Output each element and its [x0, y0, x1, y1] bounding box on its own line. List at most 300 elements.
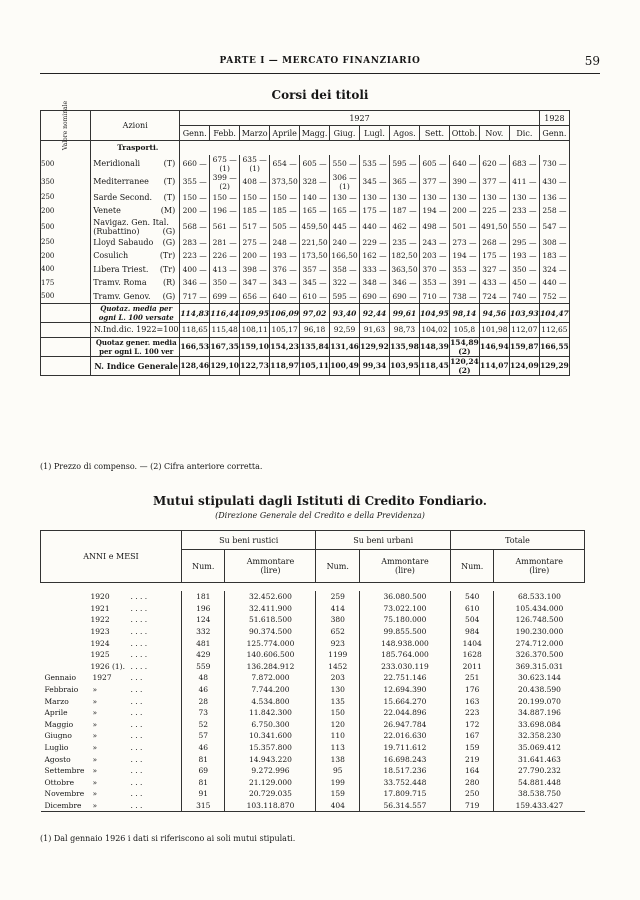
price-value: 391 — [452, 278, 477, 288]
price-cell [330, 204, 360, 218]
table2-title: Mutui stipulati dagli Istituti di Credito Fondiario. [153, 494, 487, 508]
ammontare-urbani: 18.517.236 [359, 765, 450, 777]
price-cell [419, 263, 449, 277]
price-value: 355 — [182, 177, 207, 186]
price-value: 605 — [302, 159, 327, 168]
num-rustici: 196 [182, 603, 225, 615]
month-label: Ottobre [44, 777, 75, 787]
ammontare-rustici: 9.272.996 [225, 765, 316, 777]
stock-city: (T) [163, 177, 176, 186]
ammontare-rustici: 90.374.500 [225, 626, 316, 638]
year-row [41, 661, 585, 673]
price-value: 390 — [452, 177, 477, 186]
price-cell [419, 155, 449, 173]
price-cell [270, 249, 300, 263]
table1-title: Corsi dei titoli [271, 88, 369, 102]
price-value: 350 — [512, 264, 537, 274]
stock-row [41, 218, 570, 236]
ammontare-totale: 126.748.500 [515, 615, 564, 625]
price-footnote: (2) [219, 181, 230, 191]
price-value: 346 — [392, 278, 417, 288]
col-num-totale: Num. [450, 550, 493, 583]
price-value: 595 — [332, 291, 357, 301]
price-value: 130 — [452, 192, 477, 202]
leader-dots: . . . . [130, 615, 148, 625]
quotaz-generale-row-value-cell [240, 337, 270, 356]
price-value: 353 — [422, 278, 447, 288]
ammontare-totale: 20.438.590 [518, 685, 561, 695]
price-value: 683 — [512, 159, 537, 168]
price-value: 226 — [212, 251, 237, 261]
month-label: Novembre [44, 789, 85, 799]
ammontare-urbani: 75.180.000 [359, 614, 450, 626]
numero-indice-row-value: 112,07 [511, 325, 538, 335]
num-urbani: 110 [316, 730, 359, 742]
price-value: 550 — [332, 159, 357, 168]
price-cell [270, 276, 300, 290]
quotaz-generale-row-value: 166,53 [180, 342, 210, 351]
stock-name-cell [91, 236, 180, 250]
leader-dots: . . . . [130, 661, 148, 671]
price-cell [539, 173, 569, 191]
ammontare-totale: 190.230.000 [515, 627, 564, 637]
year-cell [41, 637, 182, 649]
num-totale: 164 [450, 765, 493, 777]
month-year: » [92, 719, 98, 729]
price-value: 275 — [242, 237, 267, 247]
stock-row [41, 263, 570, 277]
num-urbani: 652 [316, 626, 359, 638]
quotaz-generale-row-label-1: Quotaz gener. media [95, 337, 177, 347]
quotaz-generale-row-label [91, 337, 180, 356]
price-cell [240, 249, 270, 263]
valore-nominale: 250 [41, 236, 91, 250]
num-totale: 1404 [450, 637, 493, 649]
month-year: » [92, 754, 98, 764]
month-header: Magg. [300, 126, 330, 141]
quotaz-media-row-value-cell [270, 304, 300, 323]
price-value: 740 — [512, 291, 537, 301]
price-cell [210, 249, 240, 263]
ammontare-rustici: 32.411.900 [225, 603, 316, 615]
ammontare-urbani: 185.764.000 [359, 649, 450, 661]
indice-generale-row-value-cell [449, 356, 479, 375]
numero-indice-row-value: 96,18 [303, 325, 326, 335]
price-cell [300, 276, 330, 290]
price-value: 635 — [242, 154, 267, 164]
quotaz-media-row-value: 106,09 [270, 308, 299, 318]
stock-row [41, 191, 570, 205]
num-rustici: 69 [182, 765, 225, 777]
num-totale: 176 [450, 684, 493, 696]
indice-generale-row-value-cell [210, 356, 240, 375]
quotaz-generale-row-value: 135,84 [300, 342, 329, 351]
price-cell [360, 173, 390, 191]
indice-generale-row-value: 103,95 [390, 361, 419, 370]
price-value: 150 — [212, 192, 237, 202]
price-cell [240, 236, 270, 250]
year-cell [41, 661, 182, 673]
price-value: 547 — [542, 222, 567, 231]
table1-note: (1) Prezzo di compenso. — (2) Cifra anteriore corretta. [40, 462, 263, 471]
indice-generale-row-value: 118,97 [270, 361, 299, 370]
quotaz-media-row-value: 103,93 [510, 308, 539, 318]
price-value: 295 — [512, 237, 537, 247]
ammontare-rustici: 6.750.300 [225, 719, 316, 731]
quotaz-media-row-value: 109,95 [240, 308, 269, 318]
price-value: 433 — [482, 278, 507, 288]
price-value: 373,50 [271, 177, 298, 186]
price-cell [539, 236, 569, 250]
num-totale: 610 [450, 603, 493, 615]
month-year: » [92, 766, 98, 776]
quotaz-generale-row-value: 131,46 [330, 342, 359, 351]
numero-indice-row-value: 92,59 [333, 325, 356, 335]
price-value: 268 — [482, 237, 507, 247]
price-cell [479, 249, 509, 263]
num-urbani: 150 [316, 707, 359, 719]
quotaz-generale-row-value-cell [509, 337, 539, 356]
col-ammontare-totale: Ammontare (lire) [494, 550, 585, 583]
price-value: 430 — [542, 177, 567, 186]
price-cell [419, 236, 449, 250]
leader-dots: . . . . [130, 638, 148, 648]
price-cell [509, 249, 539, 263]
quotaz-media-row-value: 94,56 [482, 308, 507, 318]
price-cell [180, 249, 210, 263]
price-cell [210, 276, 240, 290]
price-value: 343 — [272, 278, 297, 288]
stock-row [41, 249, 570, 263]
price-value: 345 — [362, 177, 387, 186]
price-value: 440 — [542, 278, 567, 288]
price-value: 130 — [362, 192, 387, 202]
price-value: 283 — [182, 237, 207, 247]
indice-generale-row-value: 99,34 [362, 361, 387, 370]
num-urbani: 380 [316, 614, 359, 626]
numero-indice-row-value-cell [240, 323, 270, 338]
price-value: 491,50 [481, 222, 508, 231]
num-totale: 223 [450, 707, 493, 719]
price-value: 353 — [452, 264, 477, 274]
stock-row [41, 155, 570, 173]
num-urbani: 159 [316, 788, 359, 800]
numero-indice-row-value-cell [419, 323, 449, 338]
table2-note: (1) Dal gennaio 1926 i dati si riferiscono ai soli mutui stipulati. [40, 834, 296, 843]
month-cell [41, 742, 182, 754]
price-cell [270, 236, 300, 250]
price-value: 225 — [482, 206, 507, 216]
stock-name: Tramv. Roma [93, 278, 147, 288]
price-cell [390, 263, 420, 277]
stock-row [41, 173, 570, 191]
ammontare-urbani: 99.855.500 [359, 626, 450, 638]
price-value: 408 — [242, 177, 267, 186]
price-cell [210, 263, 240, 277]
price-cell [270, 173, 300, 191]
month-header: Genn. [539, 126, 569, 141]
price-cell [300, 204, 330, 218]
stock-row [41, 236, 570, 250]
ammontare-rustici: 11.842.300 [225, 707, 316, 719]
year-label: 1920 [90, 592, 110, 602]
indice-generale-row-value-cell [539, 356, 569, 375]
ammontare-totale: 68.533.100 [518, 592, 561, 602]
month-year: » [92, 743, 98, 753]
price-cell [509, 263, 539, 277]
numero-indice-row-value-cell [509, 323, 539, 338]
price-value: 258 — [542, 206, 567, 216]
price-cell [390, 290, 420, 304]
month-year: » [92, 777, 98, 787]
group-totale: Totale [450, 531, 584, 550]
quotaz-generale-row [41, 337, 570, 356]
stock-name: Lloyd Sabaudo [93, 237, 154, 247]
num-rustici: 429 [182, 649, 225, 661]
price-cell [449, 263, 479, 277]
num-urbani: 404 [316, 800, 359, 812]
ammontare-totale: 54.881.448 [518, 777, 561, 787]
price-cell [419, 290, 449, 304]
indice-generale-row-value-cell [300, 356, 330, 375]
year-label: 1922 [90, 615, 110, 625]
price-value: 365 — [392, 177, 417, 186]
price-value: 358 — [332, 264, 357, 274]
price-cell [360, 218, 390, 236]
price-cell [210, 236, 240, 250]
price-value: 595 — [392, 159, 417, 168]
month-row [41, 707, 585, 719]
year-cell [41, 614, 182, 626]
num-rustici: 48 [182, 672, 225, 684]
price-value: 348 — [362, 278, 387, 288]
quotaz-media-row-value-cell [509, 304, 539, 323]
ammontare-rustici: 15.357.800 [225, 742, 316, 754]
price-cell [479, 155, 509, 173]
price-cell [300, 155, 330, 173]
summary-blank [41, 304, 91, 323]
price-value: 640 — [272, 291, 297, 301]
ammontare-totale: 274.712.000 [515, 638, 564, 648]
indice-generale-row-label-1: N. Indice Generale [94, 360, 179, 371]
price-cell [240, 204, 270, 218]
price-cell [180, 276, 210, 290]
price-cell [240, 218, 270, 236]
ammontare-rustici: 136.284.912 [225, 661, 316, 673]
price-cell [419, 218, 449, 236]
year-row [41, 591, 585, 603]
stock-name: Libera Triest. [93, 264, 149, 274]
summary-blank [41, 337, 91, 356]
month-label: Gennaio [44, 673, 76, 683]
month-row [41, 765, 585, 777]
price-value: 501 — [452, 222, 477, 231]
ammontare-totale: 31.641.463 [518, 754, 561, 764]
price-value: 185 — [272, 206, 297, 216]
stock-city: (G) [162, 237, 176, 247]
price-cell [300, 263, 330, 277]
ammontare-rustici: 20.729.035 [225, 788, 316, 800]
price-cell [360, 155, 390, 173]
mortgages-body [41, 583, 585, 812]
month-label: Giugno [44, 731, 72, 741]
price-cell [330, 218, 360, 236]
indice-generale-row-value-cell [180, 356, 210, 375]
price-cell [330, 263, 360, 277]
numero-indice-row-value-cell [449, 323, 479, 338]
stock-name-2: (Rubattino) [93, 226, 140, 236]
quotaz-media-row-value-cell [180, 304, 210, 323]
indice-generale-row-value: 120,24 [450, 356, 479, 366]
price-value: 752 — [542, 291, 567, 301]
price-cell [330, 155, 360, 173]
num-totale: 504 [450, 614, 493, 626]
year-cell [41, 591, 182, 603]
month-cell [41, 695, 182, 707]
num-urbani: 203 [316, 672, 359, 684]
price-cell [270, 290, 300, 304]
leader-dots: . . . [130, 696, 143, 706]
price-value: 605 — [422, 159, 447, 168]
price-value: 568 — [182, 222, 207, 231]
num-urbani: 414 [316, 603, 359, 615]
price-cell [479, 218, 509, 236]
price-cell [270, 191, 300, 205]
price-cell [449, 155, 479, 173]
price-value: 136 — [542, 192, 567, 202]
num-urbani: 138 [316, 753, 359, 765]
quotaz-media-row-value: 97,02 [302, 308, 327, 318]
num-rustici: 28 [182, 695, 225, 707]
col-num-rustici: Num. [182, 550, 225, 583]
year-1928-header: 1928 [539, 111, 569, 126]
leader-dots: . . . [130, 789, 143, 799]
price-value: 324 — [542, 264, 567, 274]
price-value: 243 — [422, 237, 447, 247]
quotaz-media-row-value: 92,44 [362, 308, 387, 318]
num-urbani: 120 [316, 719, 359, 731]
ammontare-totale: 34.887.196 [518, 708, 561, 718]
price-value: 440 — [362, 222, 387, 231]
price-value: 306 — [332, 172, 357, 182]
price-cell [539, 276, 569, 290]
price-value: 221,50 [301, 237, 328, 247]
price-cell [330, 276, 360, 290]
month-header: Agos. [390, 126, 420, 141]
numero-indice-row-value: 105,8 [453, 325, 476, 335]
stock-name: Cosulich [93, 251, 129, 261]
num-rustici: 91 [182, 788, 225, 800]
leader-dots: . . . [130, 731, 143, 741]
price-value: 610 — [302, 291, 327, 301]
price-cell [539, 191, 569, 205]
numero-indice-row-value: 115,48 [211, 325, 238, 335]
price-cell [240, 155, 270, 173]
price-cell [180, 155, 210, 173]
numero-indice-row-value-cell [479, 323, 509, 338]
stock-name-cell [91, 249, 180, 263]
num-urbani: 259 [316, 591, 359, 603]
month-header: Giug. [330, 126, 360, 141]
num-totale: 250 [450, 788, 493, 800]
leader-dots: . . . . [130, 603, 148, 613]
quotaz-generale-row-value-cell [210, 337, 240, 356]
quotaz-media-row-value: 99,61 [392, 308, 417, 318]
price-value: 517 — [242, 222, 267, 231]
year-label: 1921 [90, 603, 110, 613]
numero-indice-row-label-1: N.Ind.dic. 1922=100 [93, 325, 179, 335]
price-value: 229 — [362, 237, 387, 247]
price-cell [300, 290, 330, 304]
month-row [41, 719, 585, 731]
leader-dots: . . . [130, 766, 143, 776]
price-cell [390, 204, 420, 218]
price-value: 411 — [512, 177, 537, 186]
price-cell [210, 204, 240, 218]
col-ammontare-rustici: Ammontare (lire) [225, 550, 316, 583]
price-value: 654 — [272, 159, 297, 168]
stock-prices-body [41, 141, 570, 376]
price-cell [210, 173, 240, 191]
ammontare-urbani: 19.711.612 [359, 742, 450, 754]
price-value: 730 — [542, 159, 567, 168]
quotaz-generale-row-value: 159,87 [510, 342, 539, 351]
numero-indice-row-value-cell [360, 323, 390, 338]
price-cell [419, 249, 449, 263]
stock-name: Tramv. Genov. [93, 291, 151, 301]
section-trasporti: Trasporti. [91, 141, 180, 155]
ammontare-rustici: 51.618.500 [225, 614, 316, 626]
price-value: 640 — [452, 159, 477, 168]
stock-prices-table [40, 100, 570, 376]
price-cell [240, 191, 270, 205]
price-value: 710 — [422, 291, 447, 301]
month-header: Sett. [419, 126, 449, 141]
valore-nominale: 400 [41, 263, 91, 277]
ammontare-totale: 30.623.144 [518, 673, 561, 683]
quotaz-media-row-value-cell [390, 304, 420, 323]
leader-dots: . . . [130, 708, 143, 718]
month-cell [41, 719, 182, 731]
price-cell [539, 290, 569, 304]
ammontare-urbani: 22.044.896 [359, 707, 450, 719]
numero-indice-row-value: 98,73 [393, 325, 416, 335]
price-cell [449, 276, 479, 290]
indice-generale-row-value-cell [270, 356, 300, 375]
quotaz-generale-row-value: 146,94 [480, 342, 509, 351]
price-value: 656 — [242, 291, 267, 301]
indice-generale-row-value-cell [360, 356, 390, 375]
num-totale: 163 [450, 695, 493, 707]
stock-name: Venete [93, 206, 121, 216]
stock-city: (G) [162, 226, 176, 236]
leader-dots: . . . [130, 685, 143, 695]
price-value: 130 — [332, 192, 357, 202]
year-label: 1926 (1). [90, 661, 125, 671]
numero-indice-row-value: 101,98 [481, 325, 508, 335]
num-rustici: 559 [182, 661, 225, 673]
numero-indice-row-value-cell [330, 323, 360, 338]
quotaz-generale-row-value-cell [180, 337, 210, 356]
quotaz-media-row-value-cell [360, 304, 390, 323]
num-totale: 219 [450, 753, 493, 765]
year-label: 1924 [90, 638, 110, 648]
year-label: 1923 [90, 627, 110, 637]
indice-generale-row-value-cell [479, 356, 509, 375]
num-totale: 984 [450, 626, 493, 638]
numero-indice-row-label [91, 323, 180, 338]
indice-generale-row-value-cell [330, 356, 360, 375]
